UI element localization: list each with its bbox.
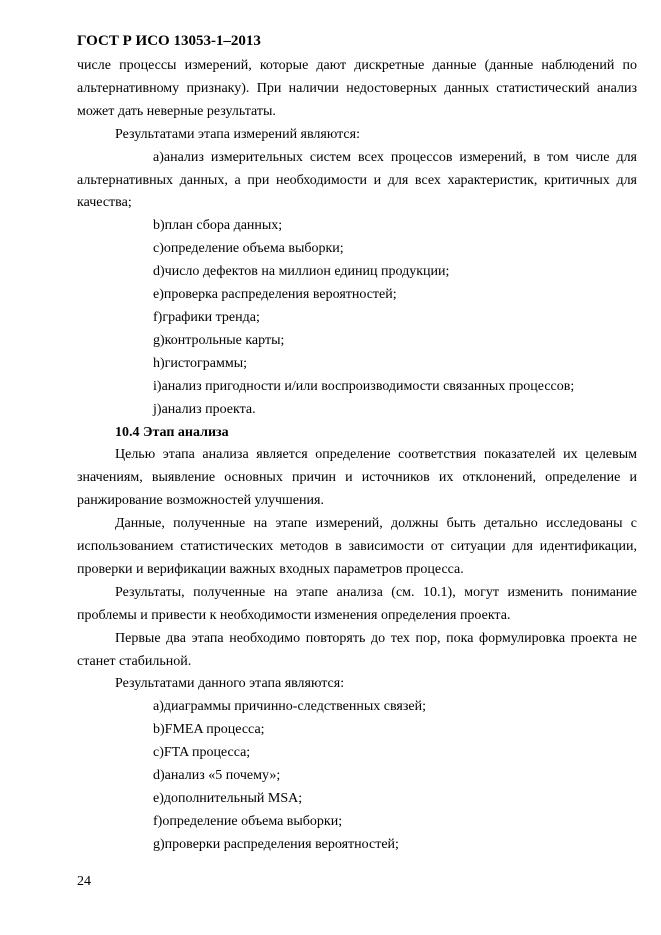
list-item	[77, 261, 637, 284]
paragraph-measure-lead: Результатами этапа измерений являются:	[115, 126, 360, 142]
list-marker: g)	[153, 836, 165, 852]
list-marker: d)	[153, 264, 165, 280]
list-text: гистограммы;	[164, 355, 248, 371]
list-text: контрольные карты;	[164, 332, 285, 348]
list-text: анализ пригодности и/или воспроизводимости связанных процессов;	[161, 378, 575, 394]
paragraph: Результаты, полученные на этапе анализа (см. 10.1), могут изменить понимание проблемы и привести к необходимости изменения определения проекта.	[77, 584, 637, 623]
paragraph-intro: числе процессы измерений, которые дают дискретные данные (данные наблюдений по альтернативному признаку). При наличии недостоверных данных статистический анализ может дать неверные результаты.	[77, 58, 637, 119]
paragraph-analysis-lead: Результатами данного этапа являются:	[115, 676, 345, 692]
list-item	[77, 147, 637, 216]
list-item	[77, 742, 637, 765]
list-text: определение объема выборки;	[162, 813, 343, 829]
list-text: проверка распределения вероятностей;	[163, 287, 397, 303]
list-item	[77, 215, 637, 238]
list-item	[77, 834, 637, 857]
list-item	[77, 353, 637, 376]
list-text: проверки распределения вероятностей;	[164, 836, 399, 852]
list-text: число дефектов на миллион единиц продукции;	[164, 264, 450, 280]
list-text: определение объема выборки;	[163, 241, 344, 257]
list-item	[77, 284, 637, 307]
list-marker: b)	[153, 722, 165, 738]
list-text: FMEA процесса;	[164, 722, 265, 738]
list-item	[77, 696, 637, 719]
list-item	[77, 330, 637, 353]
list-item	[77, 399, 637, 422]
list-text: анализ проекта.	[161, 401, 256, 417]
list-marker: a)	[153, 149, 164, 165]
list-text: анализ измерительных систем всех процессов измерений, в том числе для альтернативных данных, а при необходимости и для всех характеристик, критичных для качества;	[77, 149, 637, 211]
list-item	[77, 307, 637, 330]
list-item	[77, 811, 637, 834]
list-marker: c)	[153, 241, 164, 257]
list-text: графики тренда;	[162, 309, 260, 325]
list-text: FTA процесса;	[163, 745, 251, 761]
list-text: анализ «5 почему»;	[164, 768, 281, 784]
list-marker: f)	[153, 309, 163, 325]
list-marker: a)	[153, 699, 164, 715]
list-marker: f)	[153, 813, 163, 829]
paragraph: Первые два этапа необходимо повторять до тех пор, пока формулировка проекта не станет стабильной.	[77, 630, 637, 669]
list-text: диаграммы причинно-следственных связей;	[163, 699, 426, 715]
list-item	[77, 788, 637, 811]
list-item	[77, 376, 637, 399]
list-marker: g)	[153, 332, 165, 348]
page-number: 24	[77, 874, 91, 889]
running-header: ГОСТ Р ИСО 13053-1–2013	[77, 33, 261, 49]
list-marker: i)	[153, 378, 162, 394]
document-body	[77, 55, 637, 857]
section-heading: 10.4 Этап анализа	[115, 424, 229, 440]
list-item	[77, 719, 637, 742]
list-marker: j)	[153, 401, 162, 417]
list-marker: h)	[153, 355, 165, 371]
list-marker: b)	[153, 218, 165, 234]
list-marker: d)	[153, 768, 165, 784]
paragraph: Данные, полученные на этапе измерений, должны быть детально исследованы с использованием статистических методов в зависимости от ситуации для идентификации, проверки и верификации важных входных параметров процесса.	[77, 516, 637, 577]
list-marker: c)	[153, 745, 164, 761]
list-marker: e)	[153, 287, 164, 303]
list-text: дополнительный MSA;	[163, 791, 303, 806]
list-item	[77, 765, 637, 788]
list-marker: e)	[153, 791, 164, 806]
list-item	[77, 238, 637, 261]
paragraph: Целью этапа анализа является определение соответствия показателей их целевым значениям, выявление основных причин и источников их отклонений, определение и ранжирование возможностей улучшения.	[77, 447, 637, 509]
list-text: план сбора данных;	[164, 218, 283, 234]
